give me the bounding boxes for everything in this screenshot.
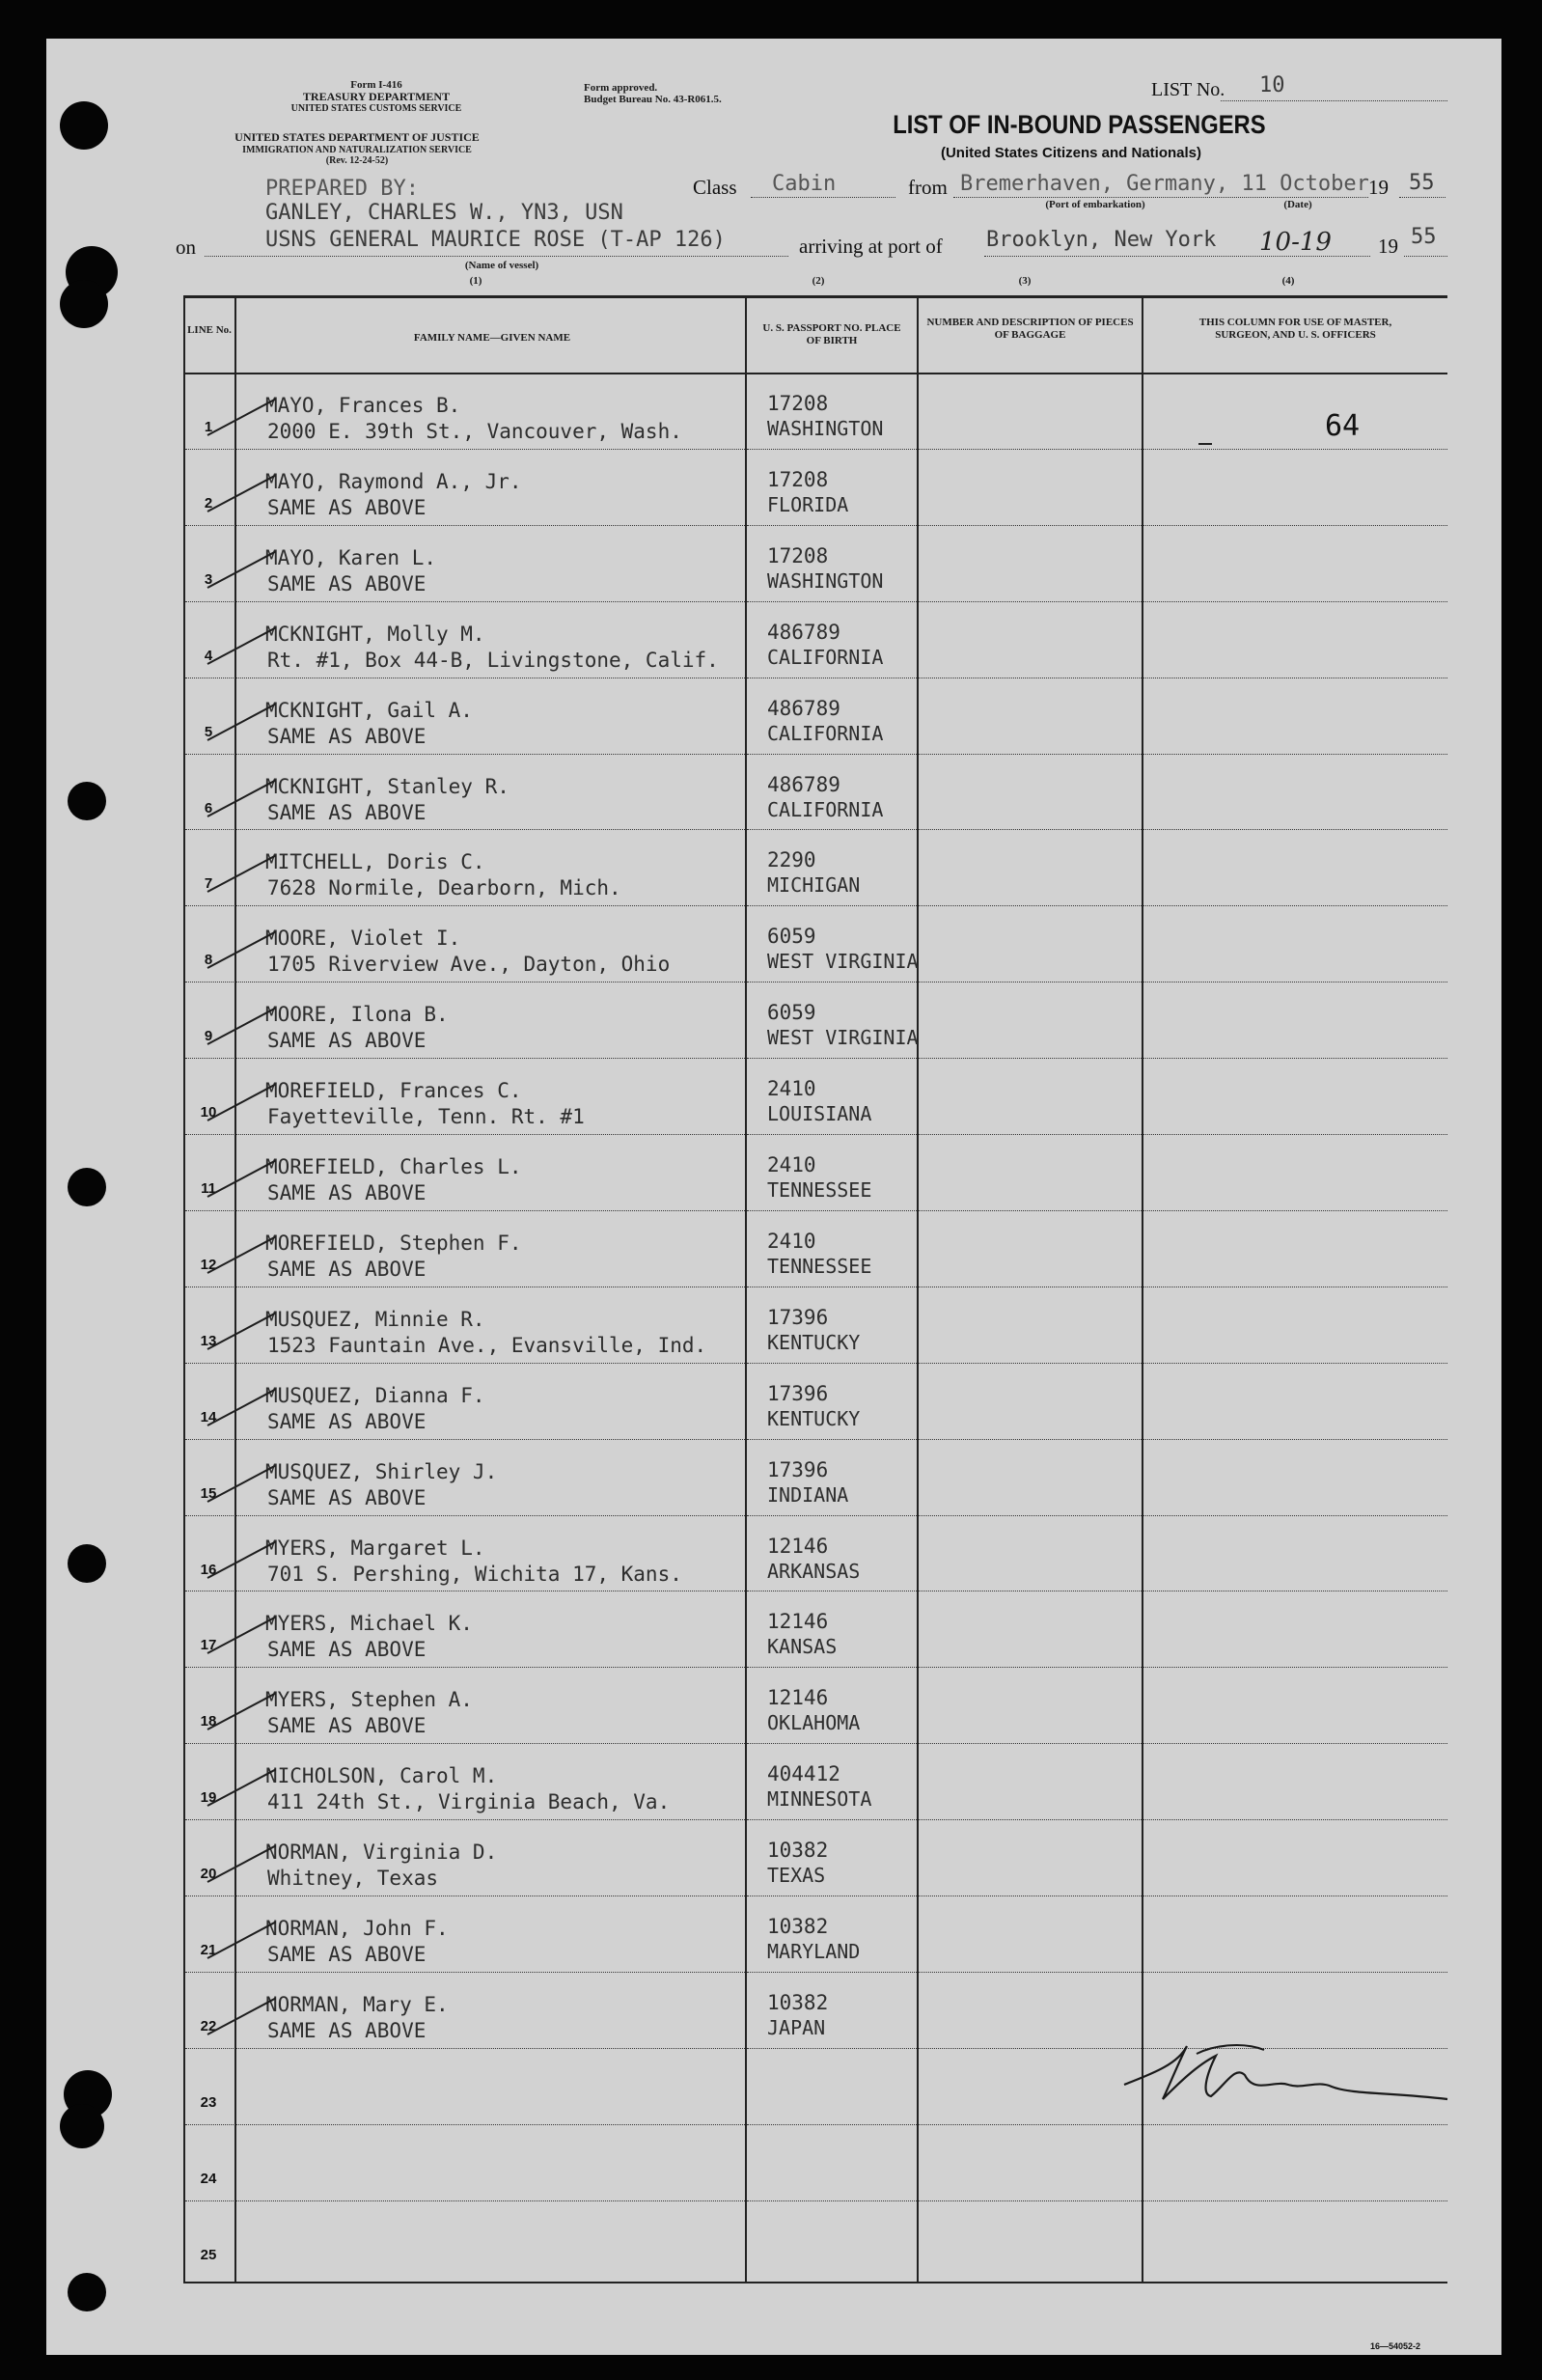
place-of-birth: FLORIDA: [767, 492, 849, 516]
passenger-name: MOORE, Violet I.: [265, 927, 461, 951]
place-of-birth: MINNESOTA: [767, 1787, 872, 1812]
row-rule: [185, 1134, 234, 1135]
place-of-birth: INDIANA: [767, 1482, 849, 1507]
col-divider-name: [745, 295, 747, 2283]
line-number: 17: [200, 1637, 217, 1654]
row-rule: [236, 1058, 745, 1059]
col-header-baggage: NUMBER AND DESCRIPTION OF PIECES OF BAGGAGE: [926, 317, 1134, 341]
row-rule: [919, 449, 1142, 450]
prepared-by-label: PREPARED BY:: [265, 177, 419, 201]
row-rule: [236, 1210, 745, 1211]
place-of-birth: OKLAHOMA: [767, 1711, 861, 1735]
passenger-name: MUSQUEZ, Minnie R.: [265, 1307, 485, 1331]
table-top-border: [183, 295, 1447, 298]
customs-service: UNITED STATES CUSTOMS SERVICE: [290, 103, 462, 114]
arrival-fill: [984, 256, 1370, 257]
passenger-name: MAYO, Raymond A., Jr.: [265, 469, 522, 493]
class-fill: [751, 197, 895, 198]
passport-number: 12146: [767, 1686, 829, 1710]
passenger-name: MOREFIELD, Frances C.: [265, 1079, 522, 1103]
line-number: 7: [204, 875, 213, 893]
col-num-2: (2): [812, 275, 825, 287]
passport-number: 2410: [767, 1153, 816, 1176]
vessel-caption: (Name of vessel): [464, 260, 539, 271]
row-rule: [185, 1972, 234, 1973]
line-number: 20: [200, 1866, 217, 1883]
line-number: 16: [200, 1561, 217, 1578]
officer-note-handwritten: 64: [1325, 409, 1361, 443]
place-of-birth: TENNESSEE: [767, 1178, 872, 1202]
binder-hole: [68, 782, 106, 820]
on-label: on: [176, 235, 196, 259]
row-rule: [747, 2200, 917, 2201]
row-rule: [236, 2048, 745, 2049]
passenger-address: Whitney, Texas: [267, 1867, 439, 1891]
row-rule: [1143, 1134, 1447, 1135]
row-rule: [185, 905, 234, 906]
revision: (Rev. 12-24-52): [325, 155, 389, 166]
place-of-birth: MICHIGAN: [767, 873, 861, 898]
binder-hole: [68, 2273, 106, 2311]
row-rule: [185, 1210, 234, 1211]
passenger-address: SAME AS ABOVE: [267, 1485, 427, 1509]
row-rule: [185, 601, 234, 602]
prepared-by-name: GANLEY, CHARLES W., YN3, USN: [265, 201, 623, 225]
row-rule: [919, 1134, 1142, 1135]
row-rule: [747, 905, 917, 906]
place-of-birth: KANSAS: [767, 1635, 838, 1659]
row-rule: [919, 754, 1142, 755]
place-of-birth: TENNESSEE: [767, 1254, 872, 1278]
passenger-name: NORMAN, Virginia D.: [265, 1840, 498, 1865]
passport-number: 12146: [767, 1534, 829, 1558]
row-rule: [1143, 449, 1447, 450]
place-of-birth: CALIFORNIA: [767, 645, 884, 669]
page-title: LIST OF IN-BOUND PASSENGERS: [893, 110, 1266, 139]
passport-number: 17396: [767, 1305, 829, 1329]
footer-code: 16—54052-2: [1370, 2341, 1421, 2351]
class-value: Cabin: [772, 172, 837, 196]
passenger-name: MUSQUEZ, Dianna F.: [265, 1383, 485, 1407]
line-number: 21: [200, 1942, 217, 1958]
justice-dept: UNITED STATES DEPARTMENT OF JUSTICE: [234, 130, 480, 144]
line-number: 11: [201, 1180, 216, 1197]
row-rule: [747, 1743, 917, 1744]
line-number: 22: [200, 2017, 217, 2034]
place-of-birth: CALIFORNIA: [767, 797, 884, 821]
passenger-name: MITCHELL, Doris C.: [265, 850, 485, 874]
passenger-name: MYERS, Michael K.: [265, 1612, 473, 1636]
place-of-birth: WASHINGTON: [767, 568, 884, 593]
passport-number: 10382: [767, 1915, 829, 1938]
passport-number: 17208: [767, 392, 829, 415]
row-rule: [919, 1363, 1142, 1364]
arrival-date-handwritten: 10-19: [1259, 228, 1332, 257]
form-approved: Form approved.: [584, 82, 658, 94]
binder-hole: [60, 101, 108, 150]
row-rule: [919, 1439, 1142, 1440]
line-number: 19: [200, 1789, 217, 1807]
row-rule: [747, 1058, 917, 1059]
from-label: from: [908, 176, 948, 199]
year-prefix-1: 19: [1368, 176, 1389, 199]
budget-bureau: Budget Bureau No. 43-R061.5.: [584, 94, 722, 105]
row-rule: [747, 1819, 917, 1820]
treasury-dept: TREASURY DEPARTMENT: [302, 90, 451, 103]
passenger-name: NORMAN, Mary E.: [265, 1992, 449, 2016]
line-number: 2: [204, 494, 213, 512]
passenger-name: NICHOLSON, Carol M.: [265, 1764, 498, 1788]
place-of-birth: KENTUCKY: [767, 1330, 861, 1354]
row-rule: [1143, 1515, 1447, 1516]
row-rule: [1143, 905, 1447, 906]
row-rule: [185, 1363, 234, 1364]
line-number: 6: [204, 799, 213, 816]
row-rule: [747, 1134, 917, 1135]
row-rule: [185, 1439, 234, 1440]
line-number: 12: [200, 1256, 217, 1273]
passenger-address: SAME AS ABOVE: [267, 1257, 427, 1281]
passenger-name: MAYO, Karen L.: [265, 545, 437, 569]
line-number: 23: [200, 2093, 217, 2111]
row-rule: [1143, 1819, 1447, 1820]
arriving-label: arriving at port of: [799, 235, 943, 258]
vessel-name: USNS GENERAL MAURICE ROSE (T-AP 126): [265, 228, 726, 252]
col-num-3: (3): [1018, 275, 1032, 287]
binder-hole: [68, 1544, 106, 1583]
passenger-address: SAME AS ABOVE: [267, 724, 427, 748]
row-rule: [919, 829, 1142, 830]
row-rule: [919, 525, 1142, 526]
line-number: 5: [204, 723, 213, 740]
passenger-address: SAME AS ABOVE: [267, 1029, 427, 1053]
row-rule: [236, 1439, 745, 1440]
row-rule: [919, 1058, 1142, 1059]
row-rule: [919, 2048, 1142, 2049]
row-rule: [236, 1972, 745, 1973]
row-rule: [919, 905, 1142, 906]
passport-number: 404412: [767, 1762, 840, 1786]
place-of-birth: KENTUCKY: [767, 1406, 861, 1430]
passenger-address: Rt. #1, Box 44-B, Livingstone, Calif.: [267, 648, 719, 672]
line-number: 3: [204, 570, 213, 588]
passenger-address: 701 S. Pershing, Wichita 17, Kans.: [267, 1562, 682, 1586]
row-rule: [236, 449, 745, 450]
row-rule: [919, 601, 1142, 602]
passenger-name: MAYO, Frances B.: [265, 394, 461, 417]
row-rule: [747, 449, 917, 450]
row-rule: [236, 601, 745, 602]
row-rule: [236, 905, 745, 906]
place-of-birth: JAPAN: [767, 2015, 826, 2039]
passenger-address: 1523 Fauntain Ave., Evansville, Ind.: [267, 1333, 707, 1357]
passport-number: 2410: [767, 1077, 816, 1101]
passenger-address: 7628 Normile, Dearborn, Mich.: [267, 876, 621, 900]
passport-number: 2290: [767, 848, 816, 872]
row-rule: [1143, 754, 1447, 755]
passenger-address: SAME AS ABOVE: [267, 2018, 427, 2042]
passenger-name: MOORE, Ilona B.: [265, 1003, 449, 1027]
passport-number: 17396: [767, 1381, 829, 1405]
row-rule: [747, 525, 917, 526]
passenger-address: SAME AS ABOVE: [267, 1638, 427, 1662]
passport-number: 12146: [767, 1610, 829, 1634]
row-rule: [236, 525, 745, 526]
passport-number: 486789: [767, 620, 840, 644]
line-number: 14: [200, 1408, 217, 1425]
passenger-name: NORMAN, John F.: [265, 1917, 449, 1940]
row-rule: [747, 1363, 917, 1364]
binder-hole: [60, 2104, 104, 2148]
passenger-name: MYERS, Stephen A.: [265, 1688, 473, 1712]
row-rule: [1143, 1667, 1447, 1668]
list-no-fill: [1221, 100, 1447, 101]
row-rule: [236, 1743, 745, 1744]
row-rule: [1143, 601, 1447, 602]
row-rule: [185, 1058, 234, 1059]
year-fill-2: [1404, 256, 1447, 257]
row-rule: [185, 829, 234, 830]
passenger-name: MYERS, Margaret L.: [265, 1536, 485, 1560]
line-number: 9: [204, 1028, 213, 1045]
row-rule: [1143, 1972, 1447, 1973]
binder-hole: [68, 1168, 106, 1206]
place-of-birth: WASHINGTON: [767, 417, 884, 440]
row-rule: [185, 2200, 234, 2201]
table-bottom-border: [183, 2282, 1447, 2283]
row-rule: [1143, 1363, 1447, 1364]
row-rule: [1143, 829, 1447, 830]
passenger-address: SAME AS ABOVE: [267, 1409, 427, 1433]
col-divider-line: [234, 295, 236, 2283]
row-rule: [185, 2048, 234, 2049]
row-rule: [236, 829, 745, 830]
year-prefix-2: 19: [1378, 235, 1398, 258]
col-num-4: (4): [1281, 275, 1295, 287]
row-rule: [919, 1667, 1142, 1668]
line-number: 10: [200, 1104, 217, 1121]
year-fill-1: [1399, 197, 1446, 198]
port-embark-caption: (Port of embarkation): [1045, 199, 1145, 210]
row-rule: [919, 2124, 1142, 2125]
passport-number: 10382: [767, 1839, 829, 1863]
col-num-1: (1): [469, 275, 482, 287]
row-rule: [919, 1819, 1142, 1820]
list-no-label: LIST No.: [1151, 79, 1225, 100]
row-rule: [1143, 525, 1447, 526]
from-value: Bremerhaven, Germany, 11 October: [960, 172, 1369, 196]
row-rule: [185, 1515, 234, 1516]
line-number: 15: [200, 1484, 217, 1502]
place-of-birth: TEXAS: [767, 1864, 826, 1888]
row-rule: [185, 2124, 234, 2125]
passenger-name: MCKNIGHT, Molly M.: [265, 622, 485, 646]
row-rule: [236, 754, 745, 755]
from-fill: [953, 197, 1368, 198]
row-rule: [185, 525, 234, 526]
year-value-2: 55: [1411, 225, 1437, 249]
row-rule: [185, 449, 234, 450]
line-number: 13: [200, 1332, 217, 1349]
ins-service: IMMIGRATION AND NATURALIZATION SERVICE: [242, 145, 472, 155]
passenger-address: SAME AS ABOVE: [267, 571, 427, 595]
row-rule: [1143, 2200, 1447, 2201]
row-rule: [919, 1210, 1142, 1211]
table-header-border: [183, 373, 1447, 374]
place-of-birth: LOUISIANA: [767, 1102, 872, 1126]
arrival-port: Brooklyn, New York: [986, 228, 1217, 252]
row-rule: [1143, 1743, 1447, 1744]
passenger-address: SAME AS ABOVE: [267, 495, 427, 519]
row-rule: [236, 1515, 745, 1516]
passenger-address: 2000 E. 39th St., Vancouver, Wash.: [267, 420, 682, 443]
row-rule: [747, 1515, 917, 1516]
line-number: 8: [204, 952, 213, 969]
list-no-value: 10: [1259, 73, 1285, 97]
passenger-name: MOREFIELD, Charles L.: [265, 1155, 522, 1178]
row-rule: [185, 754, 234, 755]
row-rule: [747, 1210, 917, 1211]
passport-number: 17208: [767, 543, 829, 567]
row-rule: [747, 1439, 917, 1440]
page-subtitle: (United States Citizens and Nationals): [940, 145, 1202, 161]
passenger-address: SAME AS ABOVE: [267, 800, 427, 824]
passenger-name: MOREFIELD, Stephen F.: [265, 1231, 522, 1255]
passport-number: 2410: [767, 1229, 816, 1253]
passport-number: 10382: [767, 1990, 829, 2014]
passport-number: 17396: [767, 1457, 829, 1481]
row-rule: [236, 2200, 745, 2201]
row-rule: [236, 1134, 745, 1135]
class-label: Class: [693, 176, 737, 199]
row-rule: [1143, 1439, 1447, 1440]
row-rule: [236, 1819, 745, 1820]
place-of-birth: MARYLAND: [767, 1940, 861, 1963]
row-rule: [747, 1972, 917, 1973]
col-divider-baggage: [1142, 295, 1143, 2283]
row-rule: [236, 1363, 745, 1364]
row-rule: [1143, 1058, 1447, 1059]
line-number: 1: [204, 419, 213, 435]
table-left-border: [183, 295, 185, 2283]
col-header-officers: THIS COLUMN FOR USE OF MASTER, SURGEON, AND U. S. OFFICERS: [1198, 317, 1392, 341]
row-rule: [919, 1743, 1142, 1744]
place-of-birth: ARKANSAS: [767, 1559, 861, 1583]
passenger-address: 411 24th St., Virginia Beach, Va.: [267, 1790, 671, 1814]
passport-number: 17208: [767, 467, 829, 491]
row-rule: [747, 829, 917, 830]
passenger-name: MUSQUEZ, Shirley J.: [265, 1459, 498, 1483]
col-header-line: LINE No.: [187, 324, 232, 336]
row-rule: [236, 2124, 745, 2125]
passport-number: 6059: [767, 1001, 816, 1025]
passport-number: 486789: [767, 772, 840, 796]
officer-signature: [1119, 2036, 1467, 2114]
row-rule: [747, 2048, 917, 2049]
date-caption: (Date): [1283, 199, 1312, 210]
row-rule: [1143, 2124, 1447, 2125]
row-rule: [185, 1743, 234, 1744]
line-number: 18: [200, 1713, 217, 1730]
officer-dash-mark: [1198, 443, 1212, 445]
place-of-birth: CALIFORNIA: [767, 721, 884, 745]
row-rule: [747, 2124, 917, 2125]
vessel-fill: [205, 256, 788, 257]
line-number: 4: [204, 647, 213, 664]
place-of-birth: WEST VIRGINIA: [767, 1026, 919, 1050]
row-rule: [236, 1667, 745, 1668]
place-of-birth: WEST VIRGINIA: [767, 950, 919, 974]
passenger-address: SAME AS ABOVE: [267, 1714, 427, 1738]
row-rule: [919, 2200, 1142, 2201]
row-rule: [919, 1515, 1142, 1516]
col-header-name: FAMILY NAME—GIVEN NAME: [413, 332, 571, 344]
year-value-1: 55: [1409, 171, 1435, 195]
col-divider-passport: [917, 295, 919, 2283]
form-number: Form I-416: [350, 79, 402, 91]
passenger-name: MCKNIGHT, Stanley R.: [265, 774, 509, 798]
passenger-address: SAME AS ABOVE: [267, 1943, 427, 1966]
row-rule: [185, 1819, 234, 1820]
passenger-name: MCKNIGHT, Gail A.: [265, 698, 473, 722]
row-rule: [1143, 1210, 1447, 1211]
row-rule: [185, 1667, 234, 1668]
passenger-address: 1705 Riverview Ave., Dayton, Ohio: [267, 953, 671, 977]
passenger-address: Fayetteville, Tenn. Rt. #1: [267, 1105, 585, 1129]
col-header-passport: U. S. PASSPORT NO. PLACE OF BIRTH: [762, 322, 901, 346]
passenger-address: SAME AS ABOVE: [267, 1181, 427, 1204]
passport-number: 486789: [767, 696, 840, 720]
row-rule: [747, 1667, 917, 1668]
line-number: 24: [200, 2170, 217, 2187]
row-rule: [747, 754, 917, 755]
line-number: 25: [200, 2246, 217, 2263]
row-rule: [919, 1972, 1142, 1973]
binder-hole: [60, 280, 108, 328]
row-rule: [747, 601, 917, 602]
passport-number: 6059: [767, 925, 816, 949]
